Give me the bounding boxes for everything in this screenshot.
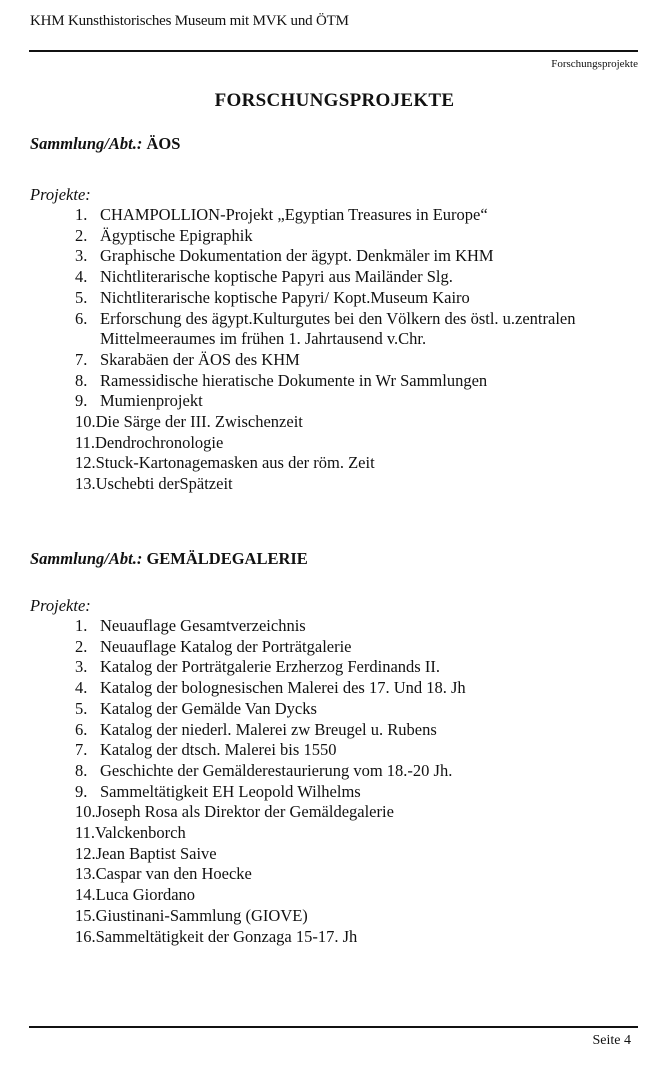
project-number: 10. — [75, 802, 96, 822]
project-number: 15. — [75, 905, 96, 925]
project-item — [75, 226, 635, 247]
project-item — [75, 823, 635, 844]
project-item — [75, 761, 635, 782]
project-number: 1. — [75, 205, 88, 224]
project-item — [75, 864, 635, 885]
project-number: 3. — [75, 246, 88, 266]
project-item — [75, 474, 635, 495]
project-title: Dendrochronologie — [95, 432, 224, 452]
project-number: 10. — [75, 412, 96, 432]
project-title: Mumienprojekt — [100, 391, 203, 411]
project-title: Katalog der dtsch. Malerei bis 1550 — [100, 740, 337, 760]
project-number: 13. — [75, 864, 96, 884]
project-item — [75, 699, 635, 720]
project-number: 3. — [75, 657, 88, 677]
project-list — [75, 205, 635, 495]
project-title: Neuauflage Gesamtverzeichnis — [100, 616, 306, 635]
project-item — [75, 412, 635, 433]
project-number: 2. — [75, 225, 88, 245]
page-number: Seite 4 — [592, 1033, 631, 1048]
project-title: Katalog der niederl. Malerei zw Breugel u. Rubens — [100, 719, 437, 739]
project-number: 6. — [75, 719, 88, 739]
project-number: 13. — [75, 474, 96, 494]
projects-label: Projekte: — [30, 185, 91, 204]
project-list — [75, 616, 635, 947]
project-title: Jean Baptist Saive — [95, 843, 217, 863]
project-item — [75, 637, 635, 658]
project-number: 4. — [75, 267, 88, 287]
project-title: Katalog der Gemälde Van Dycks — [100, 698, 317, 718]
project-title: Erforschung des ägypt.Kulturgutes bei den Völkern des östl. u.zentralen Mittelmeeraumes im frühen 1. Jahrtausend v.Chr. — [100, 308, 576, 349]
project-item — [75, 205, 635, 226]
section-heading — [30, 549, 308, 569]
organization-header: KHM Kunsthistorisches Museum mit MVK und ÖTM — [30, 13, 349, 29]
header-rule — [29, 50, 638, 52]
page-title: FORSCHUNGSPROJEKTE — [214, 90, 455, 111]
project-item — [75, 844, 635, 865]
project-number: 8. — [75, 760, 88, 780]
footer-rule — [29, 1026, 638, 1028]
project-item — [75, 678, 635, 699]
project-number: 9. — [75, 391, 88, 411]
running-title: Forschungsprojekte — [551, 58, 638, 70]
project-number: 4. — [75, 678, 88, 698]
project-item — [75, 350, 635, 371]
project-title: Katalog der bolognesischen Malerei des 17. Und 18. Jh — [100, 678, 466, 698]
project-number: 7. — [75, 349, 88, 369]
project-number: 12. — [75, 843, 96, 863]
project-title: Graphische Dokumentation der ägypt. Denkmäler im KHM — [100, 246, 494, 266]
project-item — [75, 371, 635, 392]
project-item — [75, 885, 635, 906]
project-title: Die Särge der III. Zwischenzeit — [95, 412, 303, 432]
project-number: 16. — [75, 926, 96, 946]
project-number: 1. — [75, 616, 88, 635]
project-title: Caspar van den Hoecke — [95, 864, 252, 884]
project-item — [75, 782, 635, 803]
project-number: 8. — [75, 370, 88, 390]
project-item — [75, 740, 635, 761]
project-title: Luca Giordano — [95, 885, 196, 905]
project-title: Sammeltätigkeit EH Leopold Wilhelms — [100, 781, 361, 801]
section-name: ÄOS — [146, 134, 181, 153]
project-number: 9. — [75, 781, 88, 801]
project-title: Skarabäen der ÄOS des KHM — [100, 349, 300, 369]
section-name: GEMÄLDEGALERIE — [146, 549, 308, 568]
section-label: Sammlung/Abt.: — [30, 549, 143, 568]
project-title: Giustinani-Sammlung (GIOVE) — [95, 905, 308, 925]
project-title: Uschebti derSpätzeit — [95, 474, 233, 494]
project-title: Valckenborch — [95, 823, 186, 843]
project-item — [75, 616, 635, 637]
project-title: Ramessidische hieratische Dokumente in Wr Sammlungen — [100, 370, 488, 390]
project-number: 5. — [75, 698, 88, 718]
project-title: CHAMPOLLION-Projekt „Egyptian Treasures in Europe“ — [100, 205, 488, 224]
project-item — [75, 720, 635, 741]
project-title: Geschichte der Gemälderestaurierung vom 18.-20 Jh. — [100, 760, 453, 780]
project-title: Ägyptische Epigraphik — [100, 225, 253, 245]
project-title: Joseph Rosa als Direktor der Gemäldegalerie — [95, 802, 394, 822]
project-item — [75, 802, 635, 823]
project-number: 5. — [75, 287, 88, 307]
project-item — [75, 927, 635, 948]
project-item — [75, 657, 635, 678]
project-title: Katalog der Porträtgalerie Erzherzog Ferdinands II. — [100, 657, 440, 677]
project-title: Sammeltätigkeit der Gonzaga 15-17. Jh — [95, 926, 358, 946]
project-item — [75, 267, 635, 288]
project-item — [75, 453, 635, 474]
project-item — [75, 309, 635, 350]
project-number: 12. — [75, 453, 96, 473]
project-number: 2. — [75, 636, 88, 656]
project-title: Nichtliterarische koptische Papyri aus Mailänder Slg. — [100, 267, 453, 287]
project-item — [75, 433, 635, 454]
section-heading — [30, 134, 180, 154]
project-number: 11. — [75, 823, 96, 843]
section-label: Sammlung/Abt.: — [30, 134, 143, 153]
project-item — [75, 906, 635, 927]
project-item — [75, 288, 635, 309]
project-number: 14. — [75, 885, 96, 905]
project-item — [75, 246, 635, 267]
project-number: 11. — [75, 432, 96, 452]
project-item — [75, 391, 635, 412]
project-title: Neuauflage Katalog der Porträtgalerie — [100, 636, 352, 656]
project-number: 6. — [75, 308, 88, 328]
project-title: Stuck-Kartonagemasken aus der röm. Zeit — [95, 453, 375, 473]
projects-label: Projekte: — [30, 596, 91, 615]
project-title: Nichtliterarische koptische Papyri/ Kopt.Museum Kairo — [100, 287, 470, 307]
project-number: 7. — [75, 740, 88, 760]
